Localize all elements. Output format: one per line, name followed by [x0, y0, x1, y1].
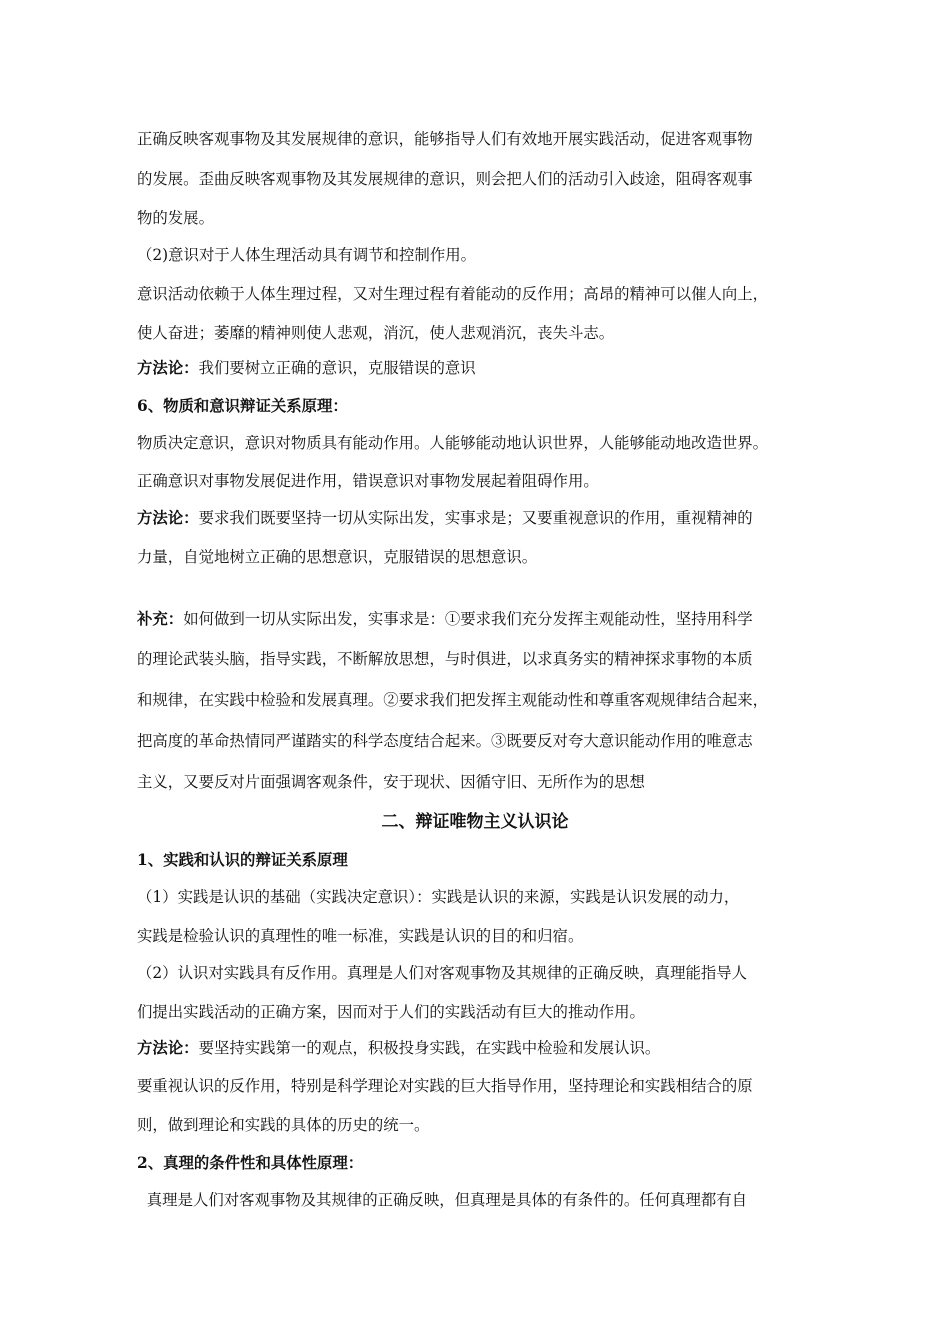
method-label: 方法论： [137, 359, 199, 377]
para-line: 的发展。歪曲反映客观事物及其发展规律的意识，则会把人们的活动引入歧途，阻碍客观事 [137, 170, 753, 188]
para-line: （2）认识对实践具有反作用。真理是人们对客观事物及其规律的正确反映，真理能指导人 [137, 964, 748, 982]
method-line: 方法论：要坚持实践第一的观点，积极投身实践，在实践中检验和发展认识。 [137, 1039, 661, 1057]
para-line: 和规律，在实践中检验和发展真理。②要求我们把发挥主观能动性和尊重客观规律结合起来， [137, 691, 769, 709]
para-line: 则，做到理论和实践的具体的历史的统一。 [137, 1116, 430, 1134]
para-line: 把高度的革命热情同严谨踏实的科学态度结合起来。③既要反对夸大意识能动作用的唯意志 [137, 732, 753, 750]
para-line: 正确反映客观事物及其发展规律的意识，能够指导人们有效地开展实践活动，促进客观事物 [137, 130, 753, 148]
para-line: 的理论武装头脑，指导实践，不断解放思想，与时俱进，以求真务实的精神探求事物的本质 [137, 650, 753, 668]
para-line: 真理是人们对客观事物及其规律的正确反映，但真理是具体的有条件的。任何真理都有自 [137, 1191, 748, 1209]
subheading: 6、物质和意识辩证关系原理： [137, 397, 348, 415]
para-line: 们提出实践活动的正确方案，因而对于人们的实践活动有巨大的推动作用。 [137, 1003, 645, 1021]
supplement-line: 补充：如何做到一切从实际出发，实事求是：①要求我们充分发挥主观能动性，坚持用科学 [137, 610, 753, 628]
para-line: 力量，自觉地树立正确的思想意识，克服错误的思想意识。 [137, 548, 538, 566]
para-line: 正确意识对事物发展促进作用，错误意识对事物发展起着阻碍作用。 [137, 472, 599, 490]
method-line: 方法论：我们要树立正确的意识，克服错误的意识 [137, 359, 476, 377]
supplement-label: 补充： [137, 610, 184, 628]
subheading: 2、真理的条件性和具体性原理： [137, 1154, 364, 1172]
para-line: 主义，又要反对片面强调客观条件，安于现状、因循守旧、无所作为的思想 [137, 773, 645, 791]
method-label: 方法论： [137, 509, 199, 527]
para-line: 意识活动依赖于人体生理过程，又对生理过程有着能动的反作用；高昂的精神可以催人向上， [137, 285, 769, 303]
para-line: （1）实践是认识的基础（实践决定意识）：实践是认识的来源，实践是认识发展的动力， [137, 888, 740, 906]
para-line: 物质决定意识，意识对物质具有能动作用。人能够能动地认识世界，人能够能动地改造世界。 [137, 434, 769, 452]
method-line: 方法论：要求我们既要坚持一切从实际出发，实事求是；又要重视意识的作用，重视精神的 [137, 509, 753, 527]
subheading: 1、实践和认识的辩证关系原理 [137, 851, 348, 869]
para-line: 实践是检验认识的真理性的唯一标准，实践是认识的目的和归宿。 [137, 927, 584, 945]
para-line: 要重视认识的反作用，特别是科学理论对实践的巨大指导作用，坚持理论和实践相结合的原 [137, 1077, 753, 1095]
method-label: 方法论： [137, 1039, 199, 1057]
section-title: 二、辩证唯物主义认识论 [381, 812, 569, 832]
para-line: 使人奋进；萎靡的精神则使人悲观，消沉，使人悲观消沉，丧失斗志。 [137, 324, 615, 342]
para-line: 物的发展。 [137, 209, 214, 227]
para-line: （2)意识对于人体生理活动具有调节和控制作用。 [137, 246, 476, 264]
